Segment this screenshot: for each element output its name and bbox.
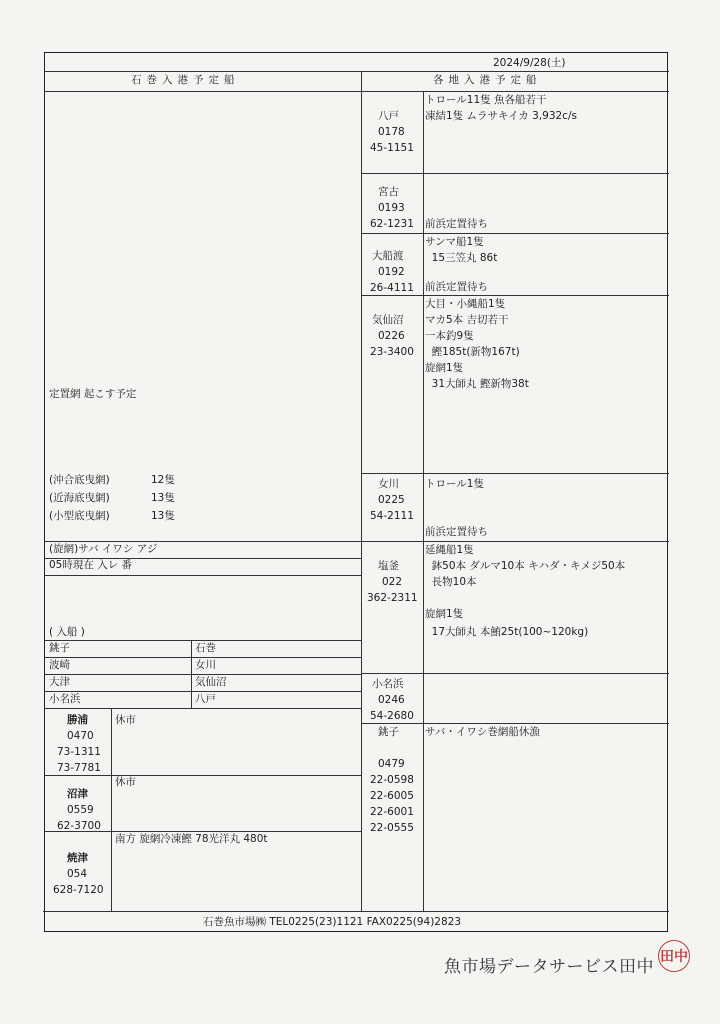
port-choshi-tel-5: 22-0555 (370, 822, 414, 834)
sokobiki-value-3: 13隻 (151, 510, 175, 522)
port-choshi-line-1: サバ・イワシ巻網船休漁 (425, 726, 540, 738)
port-onahama-name: 小名浜 (372, 678, 404, 690)
port-miyako-name: 宮古 (378, 186, 399, 198)
port-miyako-tel-1: 0193 (378, 202, 405, 214)
port-kesennuma-line-2: マカ5本 吉切若干 (425, 314, 509, 326)
nyusen-b-4: 八戸 (195, 693, 216, 705)
port-hachinohe-name: 八戸 (378, 110, 399, 122)
report-sheet (44, 52, 668, 932)
port-onagawa-tel-2: 54-2111 (370, 510, 414, 522)
port-katsuura-tel-2: 73-1311 (57, 746, 101, 758)
brand-signature: 魚市場データサービス田中 (444, 957, 654, 977)
port-onagawa-name: 女川 (378, 478, 399, 490)
port-ofunato-tel-1: 0192 (378, 266, 405, 278)
nyusen-b-1: 石巻 (195, 642, 216, 654)
footer-contact: 石巻魚市場㈱ TEL0225(23)1121 FAX0225(94)2823 (203, 916, 462, 928)
port-shiogama-line-3: 長物10本 (425, 576, 477, 588)
port-kesennuma-tel-1: 0226 (378, 330, 405, 342)
nyusen-a-4: 小名浜 (49, 693, 81, 705)
nyusen-a-3: 大津 (49, 676, 70, 688)
port-miyako-tel-2: 62-1231 (370, 218, 414, 230)
jikoku-line: 05時現在 入レ 番 (49, 559, 133, 571)
port-hachinohe-line-2: 凍結1隻 ムラサキイカ 3,932c/s (425, 110, 577, 122)
port-yaizu-name: 焼津 (67, 852, 88, 864)
port-hachinohe-tel-2: 45-1151 (370, 142, 414, 154)
port-katsuura-name: 勝浦 (67, 714, 88, 726)
sokobiki-value-2: 13隻 (151, 492, 175, 504)
port-kesennuma-line-6: 31大師丸 鰹新物38t (425, 378, 529, 390)
port-choshi-tel-2: 22-0598 (370, 774, 414, 786)
port-kesennuma-line-5: 旋網1隻 (425, 362, 464, 374)
port-ofunato-tel-2: 26-4111 (370, 282, 414, 294)
port-ofunato-name: 大船渡 (372, 250, 404, 262)
port-katsuura-text: 休市 (115, 714, 136, 726)
port-hachinohe-line-1: トロール11隻 魚各船若干 (425, 94, 547, 106)
nyusen-a-1: 銚子 (49, 642, 70, 654)
port-hachinohe-tel-1: 0178 (378, 126, 405, 138)
port-ofunato-line-2: 15三笠丸 86t (425, 252, 498, 264)
stamp-text: 田中 (660, 949, 688, 965)
nyusen-b-2: 女川 (195, 659, 216, 671)
port-onagawa-tel-1: 0225 (378, 494, 405, 506)
port-kesennuma-line-3: 一本釣9隻 (425, 330, 474, 342)
port-shiogama-line-1: 延縄船1隻 (425, 544, 474, 556)
port-katsuura-tel-3: 73-7781 (57, 762, 101, 774)
report-date: 2024/9/28(土) (493, 57, 566, 69)
port-numazu-name: 沼津 (67, 788, 88, 800)
port-shiogama-tel-1: 022 (382, 576, 403, 588)
port-onagawa-line-1: トロール1隻 (425, 478, 484, 490)
senmo-line: (旋網)サバ イワシ アジ (49, 543, 158, 555)
sokobiki-label-2: (近海底曳網) (49, 492, 110, 504)
name-stamp (658, 940, 690, 972)
port-yaizu-tel-1: 054 (67, 868, 88, 880)
sokobiki-value-1: 12隻 (151, 474, 175, 486)
right-header: 各地入港予定船 (433, 74, 542, 86)
port-ofunato-note: 前浜定置待ち (425, 281, 488, 293)
port-yaizu-text: 南方 旋網冷凍鰹 78光洋丸 480t (115, 833, 268, 845)
port-katsuura-tel-1: 0470 (67, 730, 94, 742)
port-shiogama-tel-2: 362-2311 (367, 592, 418, 604)
port-shiogama-name: 塩釜 (378, 560, 399, 572)
port-kesennuma-line-4: 鰹185t(新物167t) (425, 346, 520, 358)
nyusen-title: ( 入船 ) (49, 626, 85, 638)
port-onagawa-note: 前浜定置待ち (425, 526, 488, 538)
port-miyako-note: 前浜定置待ち (425, 218, 488, 230)
port-choshi-tel-1: 0479 (378, 758, 405, 770)
sokobiki-label-3: (小型底曳網) (49, 510, 110, 522)
port-choshi-tel-4: 22-6001 (370, 806, 414, 818)
sokobiki-label-1: (沖合底曳網) (49, 474, 110, 486)
nyusen-b-3: 気仙沼 (195, 676, 227, 688)
port-kesennuma-name: 気仙沼 (372, 314, 404, 326)
port-choshi-name: 銚子 (378, 726, 399, 738)
port-yaizu-tel-2: 628-7120 (53, 884, 104, 896)
teichi-note: 定置網 起こす予定 (49, 388, 137, 400)
port-numazu-tel-2: 62-3700 (57, 820, 101, 832)
port-kesennuma-line-1: 大目・小縄船1隻 (425, 298, 506, 310)
port-ofunato-line-1: サンマ船1隻 (425, 236, 484, 248)
port-numazu-tel-1: 0559 (67, 804, 94, 816)
port-onahama-tel-1: 0246 (378, 694, 405, 706)
port-choshi-tel-3: 22-6005 (370, 790, 414, 802)
port-shiogama-line-6: 17大師丸 本鮪25t(100~120kg) (425, 626, 589, 638)
port-shiogama-line-2: 鉢50本 ダルマ10本 キハダ・キメジ50本 (425, 560, 626, 572)
port-numazu-text: 休市 (115, 776, 136, 788)
port-onahama-tel-2: 54-2680 (370, 710, 414, 722)
port-shiogama-line-5: 旋網1隻 (425, 608, 464, 620)
port-kesennuma-tel-2: 23-3400 (370, 346, 414, 358)
nyusen-a-2: 波崎 (49, 659, 70, 671)
left-header: 石巻入港予定船 (131, 74, 240, 86)
